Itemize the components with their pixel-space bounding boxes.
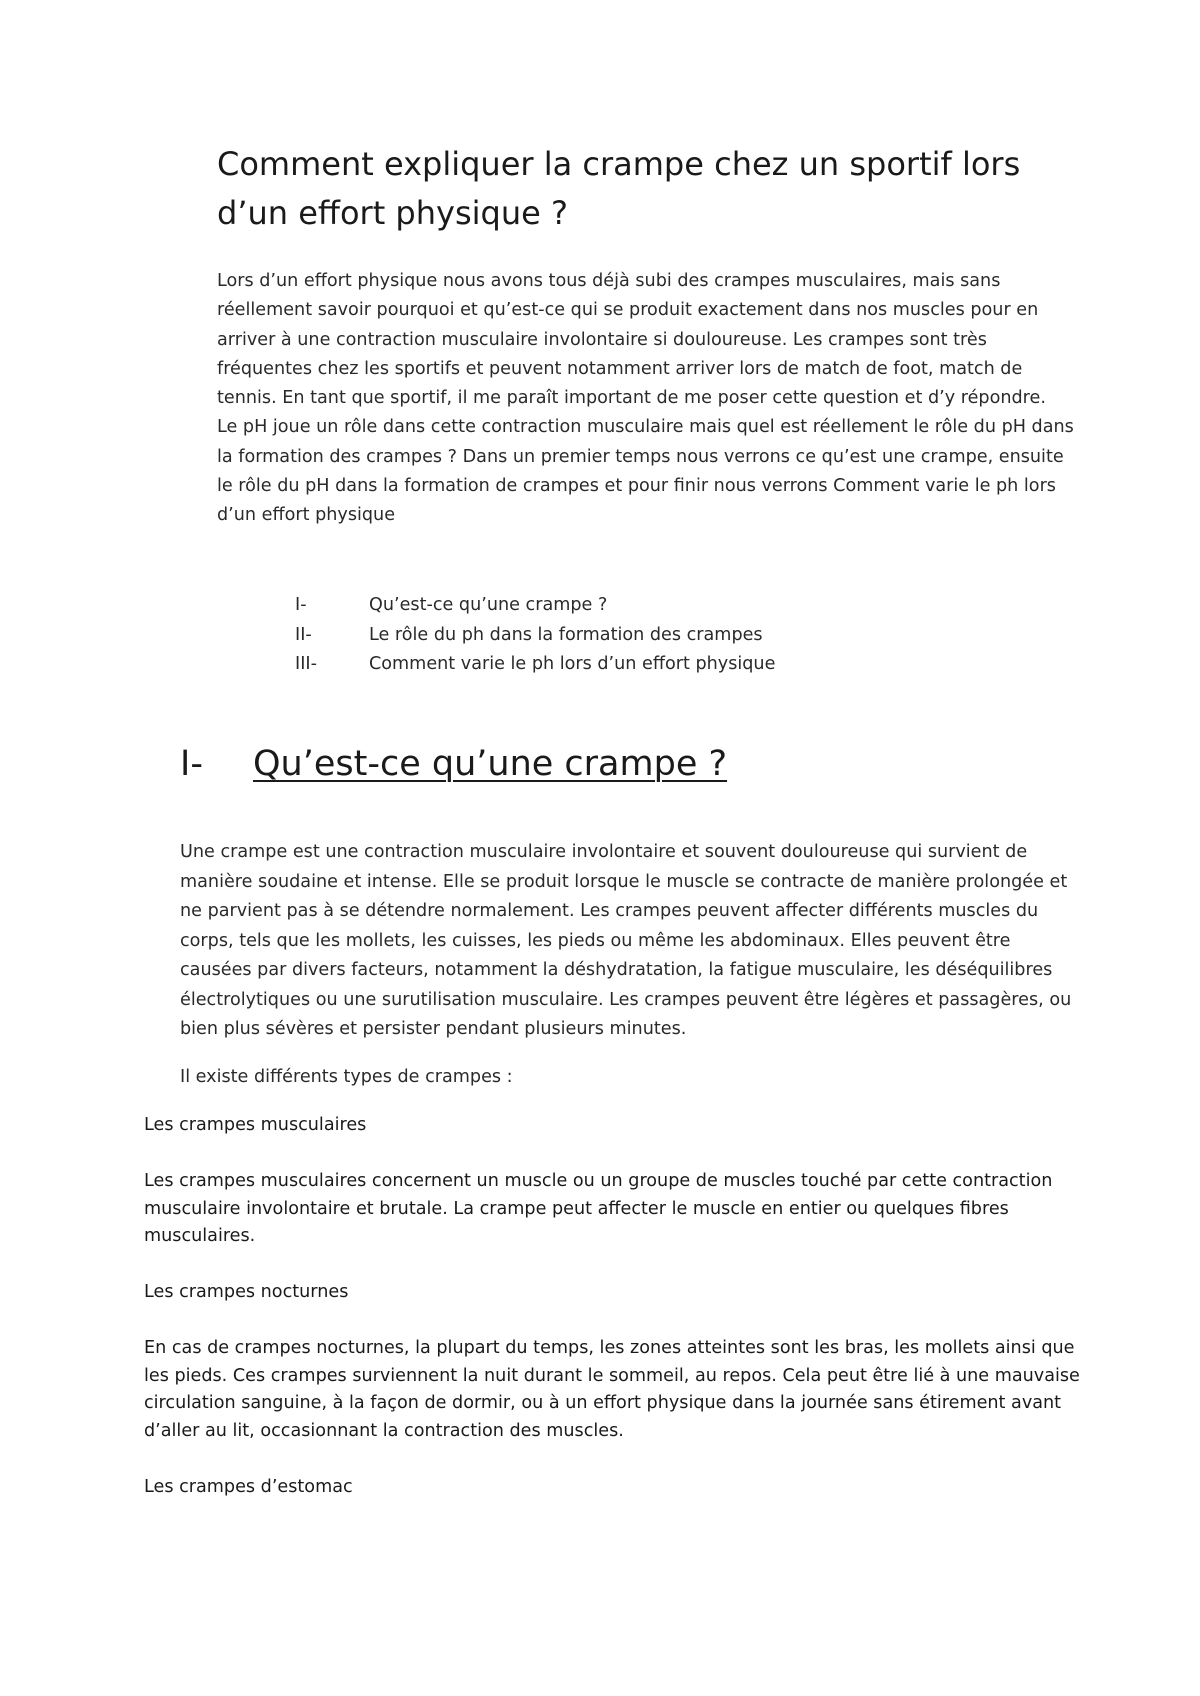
intro-section <box>217 267 1077 531</box>
section-heading <box>180 742 727 786</box>
cramp-type-name: Les crampes musculaires <box>144 1115 367 1135</box>
section-number: I- <box>180 744 203 784</box>
outline-item-text: Qu’est-ce qu’une crampe ? <box>369 595 608 615</box>
outline-item <box>295 591 775 621</box>
cramp-type-name: Les crampes nocturnes <box>144 1282 349 1302</box>
cramp-type-description: En cas de crampes nocturnes, la plupart du temps, les zones atteintes sont les bras, les mollets ainsi que les pieds. Ces crampes surviennent la nuit durant le sommeil, au repos. Cela peut être lié à une mauvaise circulation sanguine, à la façon de dormir, ou à un effort physique dans la journée sans étirement avant d’aller au lit, occasionnant la contraction des muscles. <box>144 1338 1080 1441</box>
outline-item-number: I- <box>295 595 307 615</box>
cramp-type-name: Les crampes d’estomac <box>144 1477 353 1497</box>
section-paragraph: Une crampe est une contraction musculaire involontaire et souvent douloureuse qui survient de manière soudaine et intense. Elle se produit lorsque le muscle se contracte de manière prolongée et ne parvient pas à se détendre normalement. Les crampes peuvent affecter différents muscles du corps, tels que les mollets, les cuisses, les pieds ou même les abdominaux. Elles peuvent être causées par divers facteurs, notamment la déshydratation, la fatigue musculaire, les déséquilibres électrolytiques ou une surutilisation musculaire. Les crampes peuvent être légères et passagères, ou bien plus sévères et persister pendant plusieurs minutes. <box>180 842 1072 1039</box>
outline-item-text: Comment varie le ph lors d’un effort physique <box>369 654 776 674</box>
outline-list <box>295 591 775 680</box>
outline-item <box>295 650 775 680</box>
cramp-type-description: Les crampes musculaires concernent un muscle ou un groupe de muscles touché par cette contraction musculaire involontaire et brutale. La crampe peut affecter le muscle en entier ou quelques fibres musculaires. <box>144 1171 1053 1246</box>
outline-item-number: II- <box>295 624 312 645</box>
section-title: Qu’est-ce qu’une crampe ? <box>253 744 728 784</box>
outline-item-number: III- <box>295 654 317 674</box>
intro-paragraph: Lors d’un effort physique nous avons tous déjà subi des crampes musculaires, mais sans réellement savoir pourquoi et qu’est-ce qui se produit exactement dans nos muscles pour en arriver à une contraction musculaire involontaire si douloureuse. Les crampes sont très fréquentes chez les sportifs et peuvent notamment arriver lors de match de foot, match de tennis. En tant que sportif, il me paraît important de me poser cette question et d’y répondre. <box>217 271 1046 409</box>
types-intro: Il existe différents types de crampes : <box>180 1067 513 1087</box>
outline-item-text: Le rôle du ph dans la formation des crampes <box>369 624 763 645</box>
document-title: Comment expliquer la crampe chez un sportif lors d’un effort physique ? <box>217 145 1021 232</box>
outline-item <box>295 621 775 651</box>
intro-paragraph: Le pH joue un rôle dans cette contraction musculaire mais quel est réellement le rôle du pH dans la formation des crampes ? Dans un premier temps nous verrons ce qu’est une crampe, ensuite le rôle du pH dans la formation de crampes et pour finir nous verrons Comment varie le ph lors d’un effort physique <box>217 417 1074 526</box>
